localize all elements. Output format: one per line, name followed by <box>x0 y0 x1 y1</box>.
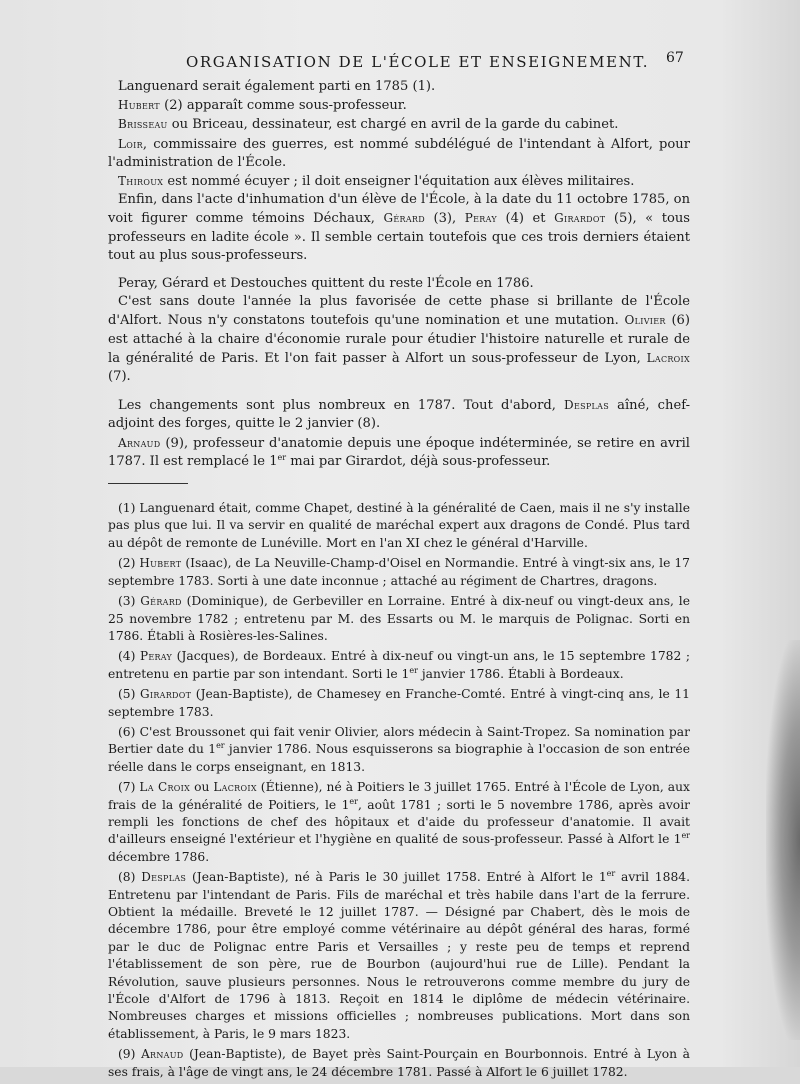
text-run: mai par Girardot, déjà sous-professeur. <box>286 453 551 469</box>
name-small-caps: Brisseau <box>118 117 168 132</box>
footnote <box>108 779 690 866</box>
footnote <box>108 500 690 552</box>
paragraph-gap <box>108 386 690 396</box>
text-run: (8) <box>118 870 142 885</box>
paragraph <box>108 396 690 433</box>
footnotes <box>108 500 690 1081</box>
page-header <box>0 50 800 72</box>
paragraph <box>108 172 690 191</box>
text-run: , commissaire des guerres, est nommé subdélégué de l'intendant à Alfort, pour l'administration de l'École. <box>108 136 690 170</box>
name-small-caps: Peray <box>139 649 173 664</box>
name-small-caps: Desplas <box>141 870 187 885</box>
text-run: avril 1884. Entretenu par l'intendant de Paris. Fils de maréchal et très habile dans l'art de la ferrure. Obtient la médaille. Breveté le 12 juillet 1787. — Désigné par Chabert, dès le mois de décembre 1786, pour être employé comme vétérinaire au dépôt général des haras, formé par le duc de Polignac entre Paris et Versailles ; y reste peu de temps et reprend l'établissement de son père, rue de Bourbon (aujourd'hui rue de Lille). Pendant la Révolution, sauve plusieurs personnes. Nous le retrouverons comme membre du jury de l'École d'Alfort de 1796 à 1813. Reçoit en 1814 le diplôme de médecin vétérinaire. Nombreuses charges et missions officielles ; nombreuses publications. Mort dans son établissement, à Paris, le 9 mars 1823. <box>108 870 690 1041</box>
text-run: (Jean-Baptiste), de Bayet près Saint-Pourçain en Bourbonnois. Entré à Lyon à ses frais, à l'âge de vingt ans, le 24 décembre 1781. Passé à Alfort le 6 juillet 1782. <box>108 1047 691 1079</box>
footnote <box>108 593 690 645</box>
main-text <box>108 78 690 1084</box>
running-title: ORGANISATION DE L'ÉCOLE ET ENSEIGNEMENT. <box>186 53 650 71</box>
name-small-caps: La Croix <box>139 780 191 795</box>
name-small-caps: Olivier <box>624 313 666 328</box>
text-run: janvier 1786. Établi à Bordeaux. <box>417 666 624 681</box>
superscript: er <box>409 665 418 675</box>
superscript: er <box>277 452 287 462</box>
text-run: décembre 1786. <box>108 849 210 864</box>
body-paragraphs <box>108 78 690 471</box>
text-run: (Isaac), de La Neuville-Champ-d'Oisel en Normandie. Entré à vingt-six ans, le 17 septembre 1783. Sorti à une date inconnue ; attaché au régiment de Chartres, dragons. <box>108 556 691 588</box>
name-small-caps: Girardot <box>139 687 192 702</box>
text-run: Languenard serait également parti en 1785 (1). <box>118 79 436 94</box>
text-run: (1) Languenard était, comme Chapet, destiné à la généralité de Caen, mais il ne s'y installe pas plus que lui. Il va servir en qualité de maréchal expert aux dragons de Condé. Plus tard au dépôt de remonte de Lunéville. Mort en l'an XI chez le général d'Harville. <box>108 501 690 550</box>
superscript: er <box>681 831 690 841</box>
text-run: , août 1781 ; sorti le 5 novembre 1786, après avoir rempli les fonctions de chef des hôpitaux et d'aide du professeur d'anatomie. Il avait d'ailleurs enseigné l'extérieur et l'hygiène en qualité de sous-professeur. Passé à Alfort le 1 <box>108 797 690 847</box>
paragraph <box>108 434 690 471</box>
text-run: est nommé écuyer ; il doit enseigner l'équitation aux élèves militaires. <box>163 174 635 190</box>
paragraph-gap <box>108 265 690 275</box>
footnote <box>108 686 690 721</box>
text-run: janvier 1786. Nous esquisserons sa biographie à l'occasion de son entrée réelle dans le corps enseignant, en 1813. <box>108 742 690 774</box>
text-run: (6) est attaché à la chaire d'économie rurale pour étudier l'histoire naturelle et rurale de la généralité de Paris. Et l'on fait passer à Alfort un sous-professeur de Lyon, <box>108 313 690 366</box>
text-run: (6) C'est Broussonet qui fait venir Olivier, alors médecin à Saint-Tropez. Sa nomination par Bertier date du 1 <box>108 724 690 757</box>
name-small-caps: Hubert <box>139 556 182 571</box>
name-small-caps: Desplas <box>564 398 610 413</box>
text-run: Peray, Gérard et Destouches quittent du reste l'École en 1786. <box>118 276 534 292</box>
name-small-caps: Lacroix <box>646 350 690 365</box>
footnote <box>108 1046 690 1081</box>
name-small-caps: Thiroux <box>118 174 164 189</box>
superscript: er <box>349 796 358 806</box>
text-run: (Jean-Baptiste), de Chamesey en Franche-Comté. Entré à vingt-cinq ans, le 11 septembre 1783. <box>108 687 690 719</box>
superscript: er <box>216 741 225 751</box>
text-run: C'est sans doute l'année la plus favorisée de cette phase si brillante de l'École d'Alfort. Nous n'y constatons toutefois qu'une nomination et une mutation. <box>108 294 690 329</box>
text-run: aîné, chef-adjoint des forges, quitte le 2 janvier (8). <box>108 398 690 432</box>
text-run: (Dominique), de Gerbeviller en Lorraine. Entré à dix-neuf ou vingt-deux ans, le 25 novembre 1782 ; entretenu par M. des Essarts ou M. le marquis de Polignac. Sorti en 1786. Établi à Rosières-les-Salines. <box>108 594 691 643</box>
text-run: (2) apparaît comme sous-professeur. <box>159 98 407 114</box>
name-small-caps: Gérard <box>383 211 425 226</box>
page-number: 67 <box>666 50 684 66</box>
footnote <box>108 724 690 776</box>
text-run: (9) <box>118 1047 142 1062</box>
text-run: (2) <box>118 556 140 571</box>
footnote-separator <box>108 483 188 484</box>
text-run: (Jacques), de Bordeaux. Entré à dix-neuf ou vingt-un ans, le 15 septembre 1782 ; entretenu en partie par son intendant. Sorti le 1 <box>108 649 691 681</box>
text-run: (Étienne), né à Poitiers le 3 juillet 1765. Entré à l'École de Lyon, aux frais de la généralité de Poitiers, le 1 <box>108 780 690 812</box>
text-run: (7). <box>108 369 131 385</box>
text-run: Enfin, dans l'acte d'inhumation d'un élève de l'École, à la date du 11 octobre 1785, on voit figurer comme témoins Déchaux, <box>108 192 690 227</box>
text-run: (5) <box>118 687 140 702</box>
name-small-caps: Girardot <box>554 211 606 226</box>
paragraph <box>108 96 690 115</box>
name-small-caps: Gérard <box>140 594 182 609</box>
text-run: (3) <box>118 594 141 609</box>
name-small-caps: Arnaud <box>141 1047 184 1062</box>
text-run: (5), « tous professeurs en ladite école ». Il semble certain toutefois que ces trois derniers étaient tout au plus sous-professeurs. <box>108 211 691 263</box>
footnote <box>108 648 690 683</box>
footnote <box>108 869 690 1043</box>
name-small-caps: Peray <box>464 211 497 226</box>
paragraph <box>108 293 690 386</box>
thumb-shadow <box>766 640 800 1040</box>
text-run: (9), professeur d'anatomie depuis une époque indéterminée, se retire en avril 1787. Il est remplacé le 1 <box>108 435 690 469</box>
name-small-caps: Lacroix <box>213 780 257 795</box>
text-run: (4) <box>118 649 140 664</box>
paragraph <box>108 191 690 265</box>
name-small-caps: Loir <box>118 136 143 151</box>
name-small-caps: Hubert <box>118 98 160 113</box>
paragraph <box>108 275 690 293</box>
paragraph <box>108 135 690 172</box>
name-small-caps: Arnaud <box>118 435 161 450</box>
superscript: er <box>606 869 616 879</box>
text-run: (4) et <box>496 211 555 227</box>
footnote <box>108 555 690 590</box>
text-run: (3), <box>424 211 465 227</box>
paragraph <box>108 78 690 96</box>
text-run: (7) <box>118 780 140 795</box>
paragraph <box>108 115 690 134</box>
text-run: ou <box>190 780 214 795</box>
text-run: ou Briceau, dessinateur, est chargé en avril de la garde du cabinet. <box>167 117 619 133</box>
text-run: (Jean-Baptiste), né à Paris le 30 juillet 1758. Entré à Alfort le 1 <box>186 870 607 885</box>
text-run: Les changements sont plus nombreux en 1787. Tout d'abord, <box>118 398 565 414</box>
